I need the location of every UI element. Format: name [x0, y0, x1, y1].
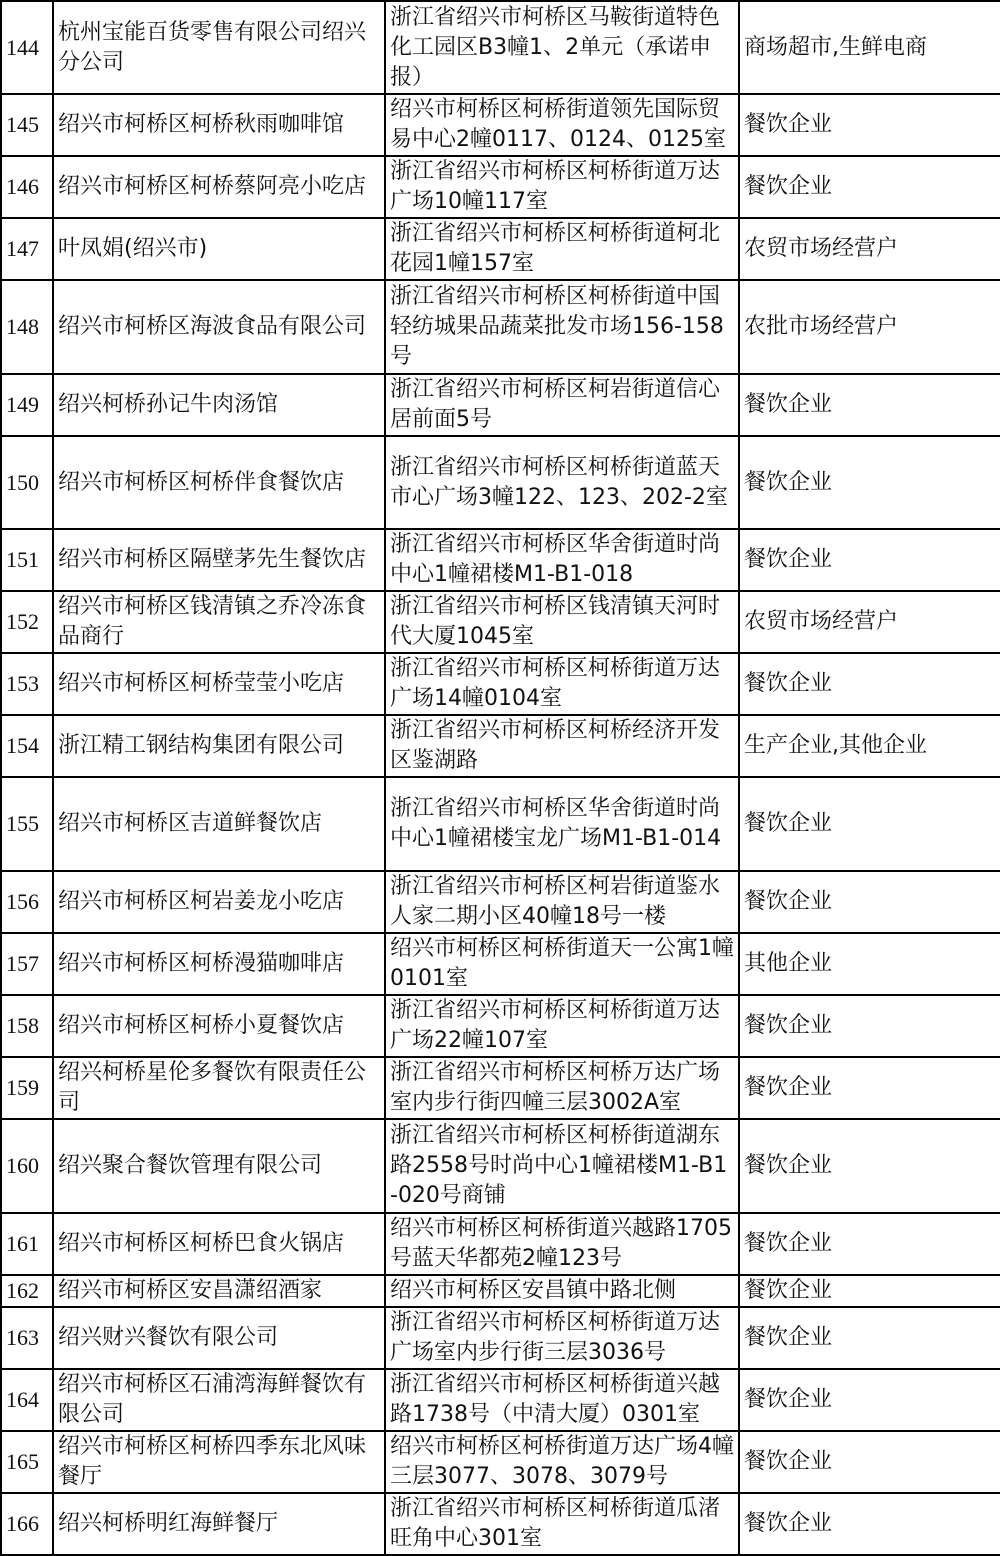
business-address: 浙江省绍兴市柯桥区柯桥街道万达广场10幢117室	[385, 156, 739, 218]
table-row	[1, 1431, 1000, 1493]
registry-table-body	[1, 1, 1000, 1555]
business-type: 其他企业	[739, 933, 1000, 995]
business-type: 餐饮企业	[739, 1213, 1000, 1275]
table-row	[1, 1, 1000, 94]
row-number: 151	[1, 529, 53, 591]
business-address: 浙江省绍兴市柯桥区柯岩街道鉴水人家二期小区40幢18号一楼	[385, 871, 739, 933]
business-type: 餐饮企业	[739, 1119, 1000, 1213]
business-name: 杭州宝能百货零售有限公司绍兴分公司	[53, 1, 385, 94]
business-type: 生产企业,其他企业	[739, 715, 1000, 777]
business-address: 浙江省绍兴市柯桥区华舍街道时尚中心1幢裙楼宝龙广场M1-B1-014	[385, 777, 739, 871]
business-address: 浙江省绍兴市柯桥区柯桥街道万达广场14幢0104室	[385, 653, 739, 715]
table-row	[1, 1275, 1000, 1307]
business-address: 浙江省绍兴市柯桥区柯桥经济开发区鉴湖路	[385, 715, 739, 777]
business-type: 餐饮企业	[739, 94, 1000, 156]
business-type: 餐饮企业	[739, 653, 1000, 715]
business-name: 绍兴柯桥星伦多餐饮有限责任公司	[53, 1057, 385, 1119]
business-address: 绍兴市柯桥区柯桥街道领先国际贸易中心2幢0117、0124、0125室	[385, 94, 739, 156]
table-row	[1, 1493, 1000, 1555]
table-row	[1, 1119, 1000, 1213]
business-type: 餐饮企业	[739, 156, 1000, 218]
business-name: 绍兴市柯桥区石浦湾海鲜餐饮有限公司	[53, 1369, 385, 1431]
business-type: 农贸市场经营户	[739, 591, 1000, 653]
table-row	[1, 1369, 1000, 1431]
row-number: 157	[1, 933, 53, 995]
business-name: 叶凤娟(绍兴市)	[53, 218, 385, 280]
business-type: 餐饮企业	[739, 374, 1000, 436]
business-type: 餐饮企业	[739, 871, 1000, 933]
row-number: 161	[1, 1213, 53, 1275]
business-address: 浙江省绍兴市柯桥区马鞍街道特色化工园区B3幢1、2单元（承诺申报）	[385, 1, 739, 94]
business-name: 绍兴市柯桥区柯桥四季东北风味餐厅	[53, 1431, 385, 1493]
row-number: 166	[1, 1493, 53, 1555]
row-number: 154	[1, 715, 53, 777]
business-type: 餐饮企业	[739, 995, 1000, 1057]
business-name: 绍兴柯桥孙记牛肉汤馆	[53, 374, 385, 436]
business-name: 绍兴市柯桥区钱清镇之乔冷冻食品商行	[53, 591, 385, 653]
business-name: 绍兴市柯桥区吉道鲜餐饮店	[53, 777, 385, 871]
row-number: 145	[1, 94, 53, 156]
table-row	[1, 94, 1000, 156]
business-address: 浙江省绍兴市柯桥区柯桥街道柯北花园1幢157室	[385, 218, 739, 280]
row-number: 158	[1, 995, 53, 1057]
table-row	[1, 871, 1000, 933]
business-type: 农贸市场经营户	[739, 218, 1000, 280]
business-name: 绍兴市柯桥区柯桥伴食餐饮店	[53, 436, 385, 529]
business-type: 餐饮企业	[739, 529, 1000, 591]
business-name: 绍兴柯桥明红海鲜餐厅	[53, 1493, 385, 1555]
business-type: 商场超市,生鲜电商	[739, 1, 1000, 94]
row-number: 163	[1, 1307, 53, 1369]
business-address: 浙江省绍兴市柯桥区柯桥街道湖东路2558号时尚中心1幢裙楼M1-B1-020号商铺	[385, 1119, 739, 1213]
business-address: 浙江省绍兴市柯桥区柯桥街道中国轻纺城果品蔬菜批发市场156-158号	[385, 280, 739, 374]
business-name: 绍兴市柯桥区柯桥小夏餐饮店	[53, 995, 385, 1057]
business-type: 农批市场经营户	[739, 280, 1000, 374]
business-name: 绍兴聚合餐饮管理有限公司	[53, 1119, 385, 1213]
business-address: 浙江省绍兴市柯桥区柯桥万达广场室内步行街四幢三层3002A室	[385, 1057, 739, 1119]
business-type: 餐饮企业	[739, 777, 1000, 871]
business-type: 餐饮企业	[739, 436, 1000, 529]
table-row	[1, 1307, 1000, 1369]
business-name: 绍兴市柯桥区柯桥莹莹小吃店	[53, 653, 385, 715]
business-address: 浙江省绍兴市柯桥区华舍街道时尚中心1幢裙楼M1-B1-018	[385, 529, 739, 591]
business-name: 绍兴市柯桥区柯桥蔡阿亮小吃店	[53, 156, 385, 218]
business-type: 餐饮企业	[739, 1431, 1000, 1493]
business-address: 浙江省绍兴市柯桥区钱清镇天河时代大厦1045室	[385, 591, 739, 653]
row-number: 150	[1, 436, 53, 529]
row-number: 149	[1, 374, 53, 436]
table-row	[1, 218, 1000, 280]
business-address: 浙江省绍兴市柯桥区柯桥街道瓜渚旺角中心301室	[385, 1493, 739, 1555]
business-type: 餐饮企业	[739, 1275, 1000, 1307]
row-number: 144	[1, 1, 53, 94]
row-number: 152	[1, 591, 53, 653]
table-row	[1, 280, 1000, 374]
business-address: 绍兴市柯桥区柯桥街道兴越路1705号蓝天华都苑2幢123号	[385, 1213, 739, 1275]
business-name: 绍兴市柯桥区隔壁茅先生餐饮店	[53, 529, 385, 591]
row-number: 155	[1, 777, 53, 871]
table-row	[1, 933, 1000, 995]
row-number: 148	[1, 280, 53, 374]
business-name: 浙江精工钢结构集团有限公司	[53, 715, 385, 777]
table-row	[1, 374, 1000, 436]
business-type: 餐饮企业	[739, 1307, 1000, 1369]
row-number: 162	[1, 1275, 53, 1307]
table-row	[1, 1213, 1000, 1275]
table-row	[1, 715, 1000, 777]
business-type: 餐饮企业	[739, 1493, 1000, 1555]
business-type: 餐饮企业	[739, 1369, 1000, 1431]
row-number: 160	[1, 1119, 53, 1213]
business-name: 绍兴市柯桥区柯桥漫猫咖啡店	[53, 933, 385, 995]
business-address: 浙江省绍兴市柯桥区柯岩街道信心居前面5号	[385, 374, 739, 436]
table-row	[1, 653, 1000, 715]
table-row	[1, 777, 1000, 871]
business-address: 浙江省绍兴市柯桥区柯桥街道兴越路1738号（中清大厦）0301室	[385, 1369, 739, 1431]
business-name: 绍兴市柯桥区柯桥巴食火锅店	[53, 1213, 385, 1275]
row-number: 164	[1, 1369, 53, 1431]
table-row	[1, 995, 1000, 1057]
row-number: 146	[1, 156, 53, 218]
business-address: 浙江省绍兴市柯桥区柯桥街道蓝天市心广场3幢122、123、202-2室	[385, 436, 739, 529]
table-row	[1, 1057, 1000, 1119]
row-number: 156	[1, 871, 53, 933]
business-name: 绍兴市柯桥区海波食品有限公司	[53, 280, 385, 374]
business-address: 浙江省绍兴市柯桥区柯桥街道万达广场22幢107室	[385, 995, 739, 1057]
business-address: 浙江省绍兴市柯桥区柯桥街道万达广场室内步行街三层3036号	[385, 1307, 739, 1369]
row-number: 147	[1, 218, 53, 280]
business-address: 绍兴市柯桥区柯桥街道万达广场4幢三层3077、3078、3079号	[385, 1431, 739, 1493]
table-row	[1, 436, 1000, 529]
row-number: 165	[1, 1431, 53, 1493]
business-name: 绍兴财兴餐饮有限公司	[53, 1307, 385, 1369]
table-row	[1, 591, 1000, 653]
business-type: 餐饮企业	[739, 1057, 1000, 1119]
table-row	[1, 156, 1000, 218]
business-name: 绍兴市柯桥区安昌潇绍酒家	[53, 1275, 385, 1307]
row-number: 153	[1, 653, 53, 715]
business-name: 绍兴市柯桥区柯岩姜龙小吃店	[53, 871, 385, 933]
table-row	[1, 529, 1000, 591]
business-address: 绍兴市柯桥区安昌镇中路北侧	[385, 1275, 739, 1307]
business-address: 绍兴市柯桥区柯桥街道天一公寓1幢0101室	[385, 933, 739, 995]
row-number: 159	[1, 1057, 53, 1119]
business-name: 绍兴市柯桥区柯桥秋雨咖啡馆	[53, 94, 385, 156]
